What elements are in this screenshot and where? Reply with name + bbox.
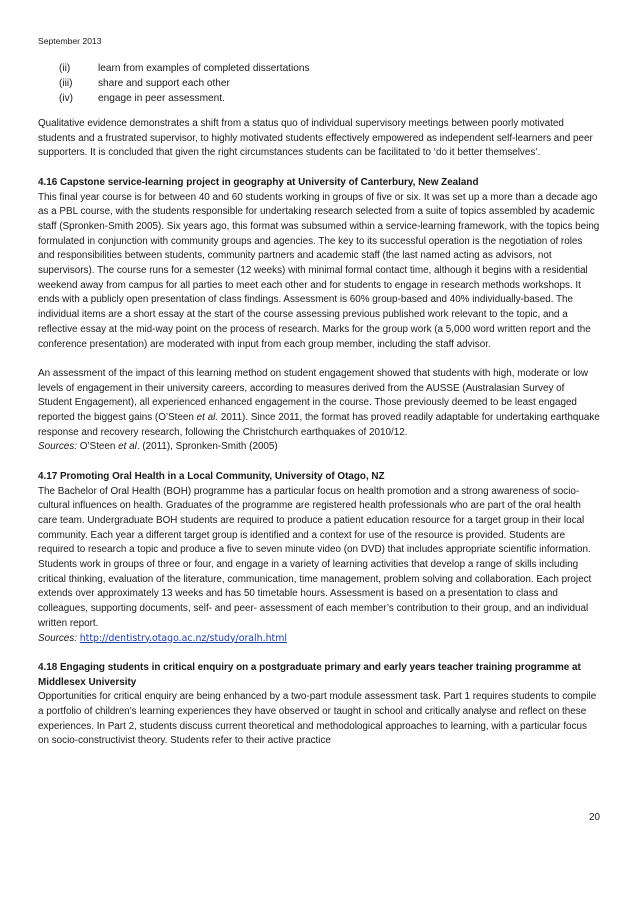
section-paragraph bbox=[38, 367, 600, 441]
page-header-date: September 2013 bbox=[38, 36, 102, 46]
list-item-text: learn from examples of completed dissertations bbox=[98, 63, 310, 74]
objectives-list bbox=[38, 61, 600, 106]
section-4-17 bbox=[38, 470, 600, 646]
list-item-number: (iii) bbox=[59, 78, 73, 89]
section-4-16-assessment bbox=[38, 367, 600, 455]
list-item bbox=[38, 91, 600, 106]
list-item-number: (iv) bbox=[59, 93, 74, 104]
list-item-number: (ii) bbox=[59, 63, 71, 74]
paragraph-italic: et al. bbox=[196, 412, 219, 424]
list-item-text: engage in peer assessment. bbox=[98, 93, 225, 104]
list-item bbox=[38, 61, 600, 76]
page-number: 20 bbox=[589, 812, 600, 823]
sources-text: . (2011), Spronken-Smith (2005) bbox=[136, 441, 278, 453]
section-paragraph: This final year course is for between 40 and 60 students working in groups of five or six. It was set up a more than a decade ago as a PBL course, with the students responsible for undertaking research selected from a suite of topics assembled by academic staff (Spronken-Smith 2005). Six years ago, this format was subsumed within a service-learning framework, with the topics being formulated in conjunction with community groups and agencies. The key to its successful operation is the negotiation of roles and responsibilities between students, community partners and academic staff (the last named acting as advisors, not supervisors). The course runs for a semester (12 weeks) with minimal formal contact time, although it begins with a residential weekend away from campus for all parties to meet each other and for students to engage in research methods workshops. It ends with a publicly open presentation of class findings. Assessment is 60% group-based and 40% individually-based. The individual items are a short essay at the start of the course assessing previous published work relevant to the topic, and a reflective essay at the mid-way point on the process of research. Marks for the group work (a 5,000 word written report and the conference presentation) are moderated with input from each group member, including the staff advisor. bbox=[38, 191, 600, 350]
list-item-text: share and support each other bbox=[98, 78, 230, 89]
section-paragraph: The Bachelor of Oral Health (BOH) programme has a particular focus on health promotion and a strong awareness of socio-cultural influences on health. Graduates of the programme are registered health professionals who are part of the oral health care team. Undergraduate BOH students are required to produce a patient education resource for a target group in their local community. Each year a different target group is identified and a context for use of the resource is provided. Students are required to research a topic and produce a five to seven minute video (on DVD) that includes appropriate scientific information. Students work in groups of three or four, and engage in a variety of learning activities that develop a range of skills including critical thinking, evaluation of the literature, communication, time management, problem solving and collaboration. Each project extends over approximately 13 weeks and has 50 timetable hours. Assessment is based on a presentation to class and colleagues, supporting documents, self- and peer- assessment of each member’s contribution to their group, and an individual written report. bbox=[38, 485, 592, 629]
paragraph-text: 2011). Since 2011, the format has proved readily adaptable for undertaking earthquake response and recovery research, following the Christchurch earthquakes of 2010/12. bbox=[38, 412, 600, 438]
list-item bbox=[38, 76, 600, 91]
section-paragraph: Opportunities for critical enquiry are being enhanced by a two-part module assessment task. Part 1 requires students to compile a portfolio of children’s learning experiences they have observed or taught in school and critically analyse and reflect on these experiences. In Part 2, students discuss current theoretical and methodological approaches to learning, with a particular focus on socio-constructivist theory. Students refer to their active practice bbox=[38, 691, 597, 747]
document-page bbox=[38, 36, 600, 764]
sources-line bbox=[38, 632, 600, 647]
intro-paragraph: Qualitative evidence demonstrates a shift from a status quo of individual supervisory meetings between poorly motivated students and a frustrated supervisor, to highly motivated students effectively empowered as independent self-learners and peer supporters. It is concluded that given the right circumstances students can be facilitated to ‘do it better themselves’. bbox=[38, 118, 593, 159]
section-heading: 4.16 Capstone service-learning project in geography at University of Canterbury, New Zealand bbox=[38, 176, 479, 188]
section-4-16 bbox=[38, 176, 600, 352]
section-heading: 4.18 Engaging students in critical enquiry on a postgraduate primary and early years teacher training programme at Middlesex University bbox=[38, 661, 581, 688]
paragraph-text: An assessment of the impact of this learning method on student engagement showed that students with high, moderate or low levels of engagement in their university careers, according to measures derived from the AUSSE (Australasian Survey of Student Engagement), all experienced enhanced engagement in the course. Those previously deemed to be least engaged reported the biggest gains (O’Steen bbox=[38, 367, 589, 424]
sources-italic: et al bbox=[118, 441, 137, 453]
section-heading: 4.17 Promoting Oral Health in a Local Community, University of Otago, NZ bbox=[38, 470, 385, 482]
sources-line bbox=[38, 440, 600, 455]
sources-label: Sources: bbox=[38, 632, 77, 644]
section-4-18 bbox=[38, 661, 600, 749]
sources-label: Sources: bbox=[38, 441, 77, 453]
sources-text: O’Steen bbox=[76, 441, 119, 453]
sources-link[interactable]: http://dentistry.otago.ac.nz/study/oralh.html bbox=[79, 632, 287, 644]
